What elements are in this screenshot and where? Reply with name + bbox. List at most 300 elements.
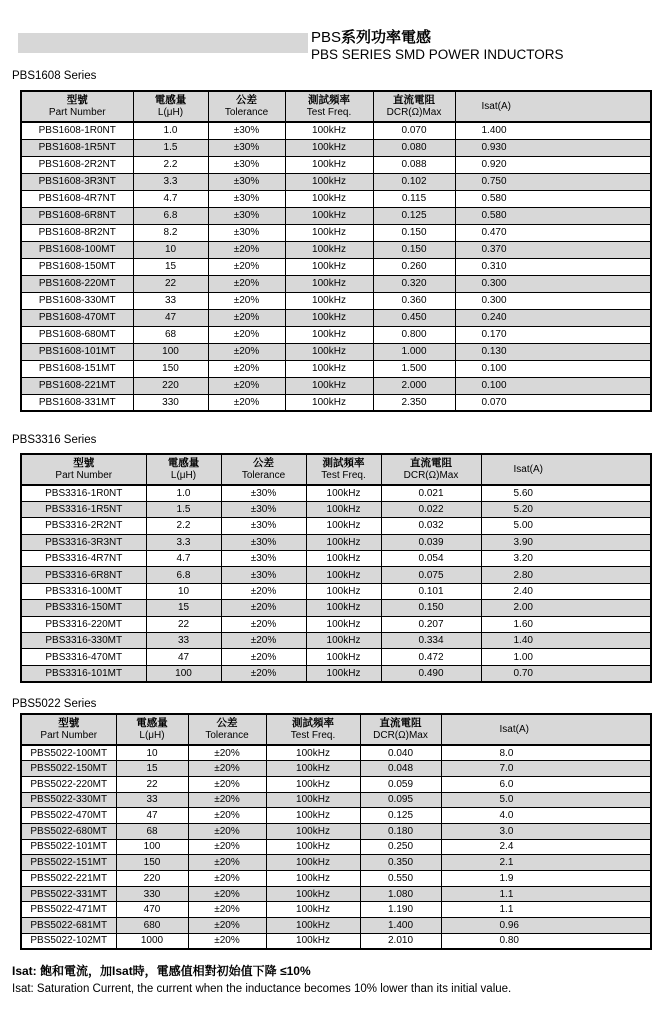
table-cell: ±30% xyxy=(208,122,285,139)
table-cell: ±30% xyxy=(208,190,285,207)
column-header xyxy=(221,454,306,485)
table-cell: 1.60 xyxy=(481,616,651,632)
table-cell: 100kHz xyxy=(285,343,373,360)
table-cell: 2.000 xyxy=(373,377,455,394)
table-cell: ±20% xyxy=(208,258,285,275)
table-cell: 1.1 xyxy=(441,902,651,918)
table-cell: 100kHz xyxy=(285,224,373,241)
table-cell: 100kHz xyxy=(266,745,360,761)
table-cell: 100kHz xyxy=(266,761,360,777)
table-cell: 1.1 xyxy=(441,886,651,902)
footnotes xyxy=(12,962,511,999)
table-cell: 100kHz xyxy=(285,309,373,326)
table-cell: PBS5022-151MT xyxy=(21,855,116,871)
table-row xyxy=(21,902,651,918)
table-cell: 100kHz xyxy=(285,394,373,411)
table-cell: 3.20 xyxy=(481,551,651,567)
table-cell: 100kHz xyxy=(266,855,360,871)
table-cell: PBS5022-471MT xyxy=(21,902,116,918)
table-cell: 100kHz xyxy=(266,886,360,902)
table-row xyxy=(21,343,651,360)
pbs3316-table xyxy=(20,453,652,683)
table-cell: PBS5022-101MT xyxy=(21,839,116,855)
table-cell: 47 xyxy=(146,649,221,665)
table-cell: 0.920 xyxy=(455,156,651,173)
table-cell: 100kHz xyxy=(306,633,381,649)
table-cell: 5.20 xyxy=(481,501,651,517)
column-header-zh: 直流電阻 xyxy=(393,94,435,106)
table-cell: 0.088 xyxy=(373,156,455,173)
table-cell: ±30% xyxy=(221,534,306,550)
table-cell: 22 xyxy=(133,275,208,292)
table-cell: 5.60 xyxy=(481,485,651,501)
table-cell: 2.4 xyxy=(441,839,651,855)
table-cell: 15 xyxy=(146,600,221,616)
table-cell: 1.190 xyxy=(360,902,441,918)
table-cell: ±20% xyxy=(188,886,266,902)
column-header-en: DCR(Ω)Max xyxy=(386,107,442,118)
table-cell: 0.125 xyxy=(360,808,441,824)
table-row xyxy=(21,241,651,258)
table-cell: 100kHz xyxy=(266,871,360,887)
table-row xyxy=(21,275,651,292)
table-cell: PBS1608-220MT xyxy=(21,275,133,292)
table-cell: 0.115 xyxy=(373,190,455,207)
column-header-en: Tolerance xyxy=(241,470,286,481)
table-cell: 47 xyxy=(116,808,188,824)
table-row xyxy=(21,583,651,599)
table-row xyxy=(21,933,651,949)
table-row xyxy=(21,258,651,275)
column-header xyxy=(373,91,455,122)
table-cell: 15 xyxy=(116,761,188,777)
table-cell: 4.0 xyxy=(441,808,651,824)
table-cell: ±30% xyxy=(221,518,306,534)
table-cell: 0.080 xyxy=(373,139,455,156)
table-cell: 0.040 xyxy=(360,745,441,761)
isat-note-english: Isat: Saturation Current, the current when the inductance becomes 10% lower than its initial value. xyxy=(12,983,512,995)
title-chinese xyxy=(311,29,564,47)
table-row xyxy=(21,377,651,394)
table-cell: 0.048 xyxy=(360,761,441,777)
table-cell: 0.550 xyxy=(360,871,441,887)
column-header-en: DCR(Ω)Max xyxy=(403,470,459,481)
table-cell: 100kHz xyxy=(285,122,373,139)
table-cell: 1.40 xyxy=(481,633,651,649)
table-cell: PBS3316-1R0NT xyxy=(21,485,146,501)
table-cell: 0.360 xyxy=(373,292,455,309)
table-row xyxy=(21,616,651,632)
table-cell: ±20% xyxy=(208,394,285,411)
table-row xyxy=(21,633,651,649)
column-header xyxy=(208,91,285,122)
table-cell: PBS1608-4R7NT xyxy=(21,190,133,207)
table-cell: 2.1 xyxy=(441,855,651,871)
table-cell: ±20% xyxy=(188,823,266,839)
table-cell: PBS5022-331MT xyxy=(21,886,116,902)
table-cell: 22 xyxy=(116,776,188,792)
table-cell: 3.3 xyxy=(133,173,208,190)
table-cell: ±20% xyxy=(221,616,306,632)
page-title xyxy=(311,29,564,63)
table-cell: ±20% xyxy=(221,665,306,681)
table-cell: 1.00 xyxy=(481,649,651,665)
column-header-en: Part Number xyxy=(55,470,113,481)
table-cell: PBS3316-2R2NT xyxy=(21,518,146,534)
table-cell: 100kHz xyxy=(285,275,373,292)
column-header-en: Tolerance xyxy=(224,107,269,118)
table-cell: PBS3316-101MT xyxy=(21,665,146,681)
table-cell: PBS3316-470MT xyxy=(21,649,146,665)
table-cell: ±20% xyxy=(208,377,285,394)
table-cell: 0.150 xyxy=(381,600,481,616)
table-cell: ±20% xyxy=(188,871,266,887)
table-cell: ±20% xyxy=(208,292,285,309)
table-cell: 0.021 xyxy=(381,485,481,501)
column-header xyxy=(266,714,360,745)
table-cell: 0.370 xyxy=(455,241,651,258)
table-cell: 1.400 xyxy=(455,122,651,139)
table-cell: 6.8 xyxy=(146,567,221,583)
column-header xyxy=(306,454,381,485)
table-cell: 33 xyxy=(133,292,208,309)
table-cell: ±30% xyxy=(221,567,306,583)
table-cell: 100kHz xyxy=(285,156,373,173)
column-header xyxy=(21,91,133,122)
table-cell: 1.5 xyxy=(146,501,221,517)
title-prefix: PBS xyxy=(311,29,342,46)
table-cell: 1.0 xyxy=(146,485,221,501)
table-row xyxy=(21,792,651,808)
table-cell: 1000 xyxy=(116,933,188,949)
table-cell: ±20% xyxy=(188,745,266,761)
title-zh-text: 系列功率電感 xyxy=(341,29,432,46)
series-title-pbs5022: PBS5022 Series xyxy=(12,698,97,710)
table-cell: 100kHz xyxy=(285,360,373,377)
table-cell: PBS5022-221MT xyxy=(21,871,116,887)
table-row xyxy=(21,886,651,902)
table-cell: PBS1608-331MT xyxy=(21,394,133,411)
table-cell: 100kHz xyxy=(285,258,373,275)
table-cell: 330 xyxy=(116,886,188,902)
table-cell: 1.080 xyxy=(360,886,441,902)
table-cell: 0.130 xyxy=(455,343,651,360)
table-cell: 0.095 xyxy=(360,792,441,808)
table-cell: 2.2 xyxy=(133,156,208,173)
table-cell: ±30% xyxy=(208,173,285,190)
table-row xyxy=(21,309,651,326)
column-header-zh: 直流電阻 xyxy=(379,717,422,729)
table-cell: 100kHz xyxy=(266,933,360,949)
table-header xyxy=(21,91,651,122)
table-cell: ±20% xyxy=(221,600,306,616)
table-cell: 100kHz xyxy=(285,241,373,258)
table-cell: 0.032 xyxy=(381,518,481,534)
table-cell: 1.500 xyxy=(373,360,455,377)
table-cell: 6.8 xyxy=(133,207,208,224)
table-cell: 8.0 xyxy=(441,745,651,761)
table-cell: 5.0 xyxy=(441,792,651,808)
table-cell: 0.207 xyxy=(381,616,481,632)
header-row xyxy=(21,714,651,745)
table-cell: PBS1608-100MT xyxy=(21,241,133,258)
column-header-en: L(μH) xyxy=(157,107,184,118)
pbs5022-table xyxy=(20,713,652,950)
table-row xyxy=(21,918,651,934)
table-cell: 100kHz xyxy=(266,792,360,808)
table-cell: 10 xyxy=(116,745,188,761)
table-cell: PBS1608-470MT xyxy=(21,309,133,326)
table-cell: 0.170 xyxy=(455,326,651,343)
table-cell: 100kHz xyxy=(285,326,373,343)
column-header xyxy=(381,454,481,485)
column-header-zh: 電感量 xyxy=(154,94,187,106)
table-row xyxy=(21,518,651,534)
table-cell: 0.350 xyxy=(360,855,441,871)
table-cell: 1.5 xyxy=(133,139,208,156)
table-cell: 33 xyxy=(146,633,221,649)
table-cell: PBS1608-150MT xyxy=(21,258,133,275)
table-cell: 100 xyxy=(116,839,188,855)
table-cell: ±20% xyxy=(188,792,266,808)
table-row xyxy=(21,761,651,777)
column-header-zh: 公差 xyxy=(216,717,238,729)
table-cell: ±20% xyxy=(208,275,285,292)
table-cell: 0.750 xyxy=(455,173,651,190)
table-cell: 0.470 xyxy=(455,224,651,241)
table-cell: PBS5022-100MT xyxy=(21,745,116,761)
table-cell: 0.300 xyxy=(455,275,651,292)
column-header-zh: 型號 xyxy=(58,717,80,729)
table-row xyxy=(21,360,651,377)
table-cell: 2.010 xyxy=(360,933,441,949)
table-cell: 100kHz xyxy=(306,616,381,632)
table-cell: 0.96 xyxy=(441,918,651,934)
table-header xyxy=(21,454,651,485)
table-cell: 15 xyxy=(133,258,208,275)
table-cell: ±20% xyxy=(188,776,266,792)
table-cell: 220 xyxy=(133,377,208,394)
table-body xyxy=(21,122,651,411)
table-cell: 2.40 xyxy=(481,583,651,599)
table-cell: 150 xyxy=(133,360,208,377)
table-cell: 0.800 xyxy=(373,326,455,343)
table-cell: PBS5022-150MT xyxy=(21,761,116,777)
header-row xyxy=(21,454,651,485)
table-cell: PBS5022-681MT xyxy=(21,918,116,934)
table-cell: PBS5022-102MT xyxy=(21,933,116,949)
table-cell: 68 xyxy=(116,823,188,839)
table-cell: 680 xyxy=(116,918,188,934)
table-header xyxy=(21,714,651,745)
column-header-en: Isat(A) xyxy=(481,101,511,112)
table-row xyxy=(21,156,651,173)
table-cell: 10 xyxy=(133,241,208,258)
table-cell: 100kHz xyxy=(285,377,373,394)
table-cell: PBS3316-220MT xyxy=(21,616,146,632)
table-cell: 0.039 xyxy=(381,534,481,550)
table-row xyxy=(21,855,651,871)
table-row xyxy=(21,292,651,309)
table-cell: 0.310 xyxy=(455,258,651,275)
table-cell: 1.400 xyxy=(360,918,441,934)
table-cell: PBS1608-2R2NT xyxy=(21,156,133,173)
table-cell: 100kHz xyxy=(306,583,381,599)
table-cell: ±30% xyxy=(208,139,285,156)
table-cell: ±20% xyxy=(208,343,285,360)
table-row xyxy=(21,173,651,190)
table-cell: PBS3316-1R5NT xyxy=(21,501,146,517)
column-header-zh: 電感量 xyxy=(136,717,168,729)
table-cell: 3.90 xyxy=(481,534,651,550)
table-cell: ±30% xyxy=(221,501,306,517)
table-cell: 100kHz xyxy=(285,139,373,156)
table-cell: 0.054 xyxy=(381,551,481,567)
table-cell: 100kHz xyxy=(266,823,360,839)
table-row xyxy=(21,485,651,501)
column-header-en: Isat(A) xyxy=(513,464,543,475)
table-cell: PBS5022-470MT xyxy=(21,808,116,824)
table-cell: 0.059 xyxy=(360,776,441,792)
table-cell: 4.7 xyxy=(146,551,221,567)
table-cell: 0.075 xyxy=(381,567,481,583)
table-cell: 0.490 xyxy=(381,665,481,681)
table-cell: PBS3316-3R3NT xyxy=(21,534,146,550)
column-header xyxy=(188,714,266,745)
column-header-zh: 測試頻率 xyxy=(292,717,334,729)
table-cell: ±20% xyxy=(221,649,306,665)
table-cell: ±30% xyxy=(221,551,306,567)
table-cell: 0.80 xyxy=(441,933,651,949)
table-cell: 7.0 xyxy=(441,761,651,777)
table-cell: 100kHz xyxy=(306,501,381,517)
table-cell: PBS5022-330MT xyxy=(21,792,116,808)
table-cell: 5.00 xyxy=(481,518,651,534)
table-cell: 100kHz xyxy=(266,839,360,855)
table-cell: 0.320 xyxy=(373,275,455,292)
table-cell: ±20% xyxy=(221,633,306,649)
column-header xyxy=(285,91,373,122)
column-header-en: Tolerance xyxy=(205,730,249,741)
column-header-en: Part Number xyxy=(48,107,106,118)
table-cell: 1.9 xyxy=(441,871,651,887)
table-cell: 100kHz xyxy=(285,173,373,190)
table-row xyxy=(21,665,651,681)
table-cell: 330 xyxy=(133,394,208,411)
table-cell: PBS1608-1R0NT xyxy=(21,122,133,139)
column-header-zh: 公差 xyxy=(236,94,257,106)
table-cell: 0.300 xyxy=(455,292,651,309)
table-cell: ±20% xyxy=(208,360,285,377)
table-cell: PBS1608-680MT xyxy=(21,326,133,343)
table-cell: 0.102 xyxy=(373,173,455,190)
table-cell: 0.70 xyxy=(481,665,651,681)
column-header xyxy=(116,714,188,745)
column-header-zh: 測試頻率 xyxy=(322,457,365,469)
table-cell: 10 xyxy=(146,583,221,599)
table-cell: 100kHz xyxy=(285,190,373,207)
table-cell: 0.580 xyxy=(455,207,651,224)
table-cell: PBS3316-330MT xyxy=(21,633,146,649)
table-cell: 100kHz xyxy=(306,649,381,665)
table-cell: 100kHz xyxy=(266,918,360,934)
table-cell: 100kHz xyxy=(266,902,360,918)
table-body xyxy=(21,745,651,949)
table-cell: PBS3316-6R8NT xyxy=(21,567,146,583)
table-cell: PBS1608-151MT xyxy=(21,360,133,377)
table-cell: ±20% xyxy=(221,583,306,599)
table-cell: 33 xyxy=(116,792,188,808)
table-row xyxy=(21,871,651,887)
table-row xyxy=(21,600,651,616)
table-cell: 0.260 xyxy=(373,258,455,275)
table-cell: 0.100 xyxy=(455,360,651,377)
column-header-en: DCR(Ω)Max xyxy=(373,730,428,741)
column-header xyxy=(133,91,208,122)
pbs1608-table xyxy=(20,90,652,412)
table-cell: ±20% xyxy=(208,309,285,326)
table-cell: PBS3316-100MT xyxy=(21,583,146,599)
table-cell: PBS1608-330MT xyxy=(21,292,133,309)
table-row xyxy=(21,551,651,567)
table-cell: ±20% xyxy=(208,326,285,343)
column-header xyxy=(146,454,221,485)
table-cell: ±30% xyxy=(221,485,306,501)
column-header-en: Test Freq. xyxy=(321,470,366,481)
column-header xyxy=(481,454,651,485)
table-cell: 0.101 xyxy=(381,583,481,599)
table-cell: 150 xyxy=(116,855,188,871)
table-row xyxy=(21,649,651,665)
table-cell: PBS1608-221MT xyxy=(21,377,133,394)
table-cell: 100kHz xyxy=(266,808,360,824)
table-cell: 0.125 xyxy=(373,207,455,224)
header-row xyxy=(21,91,651,122)
table-cell: 0.180 xyxy=(360,823,441,839)
table-cell: 100kHz xyxy=(306,551,381,567)
table-cell: 2.350 xyxy=(373,394,455,411)
table-cell: 3.3 xyxy=(146,534,221,550)
table-cell: 100kHz xyxy=(285,207,373,224)
table-cell: 0.070 xyxy=(455,394,651,411)
table-row xyxy=(21,808,651,824)
table-cell: 0.930 xyxy=(455,139,651,156)
table-cell: 1.0 xyxy=(133,122,208,139)
table-cell: ±30% xyxy=(208,224,285,241)
column-header xyxy=(455,91,651,122)
table-cell: 3.0 xyxy=(441,823,651,839)
title-english: PBS SERIES SMD POWER INDUCTORS xyxy=(311,47,564,62)
table-row xyxy=(21,207,651,224)
table-cell: 0.240 xyxy=(455,309,651,326)
table-cell: ±20% xyxy=(188,855,266,871)
table-cell: 0.022 xyxy=(381,501,481,517)
table-cell: PBS3316-150MT xyxy=(21,600,146,616)
table-cell: 0.150 xyxy=(373,241,455,258)
table-cell: ±30% xyxy=(208,156,285,173)
table-row xyxy=(21,224,651,241)
table-cell: 100kHz xyxy=(285,292,373,309)
table-cell: 0.070 xyxy=(373,122,455,139)
table-cell: 6.0 xyxy=(441,776,651,792)
table-cell: PBS1608-6R8NT xyxy=(21,207,133,224)
table-row xyxy=(21,394,651,411)
column-header xyxy=(441,714,651,745)
table-cell: 2.00 xyxy=(481,600,651,616)
table-row xyxy=(21,534,651,550)
table-cell: 2.2 xyxy=(146,518,221,534)
table-cell: ±20% xyxy=(188,902,266,918)
